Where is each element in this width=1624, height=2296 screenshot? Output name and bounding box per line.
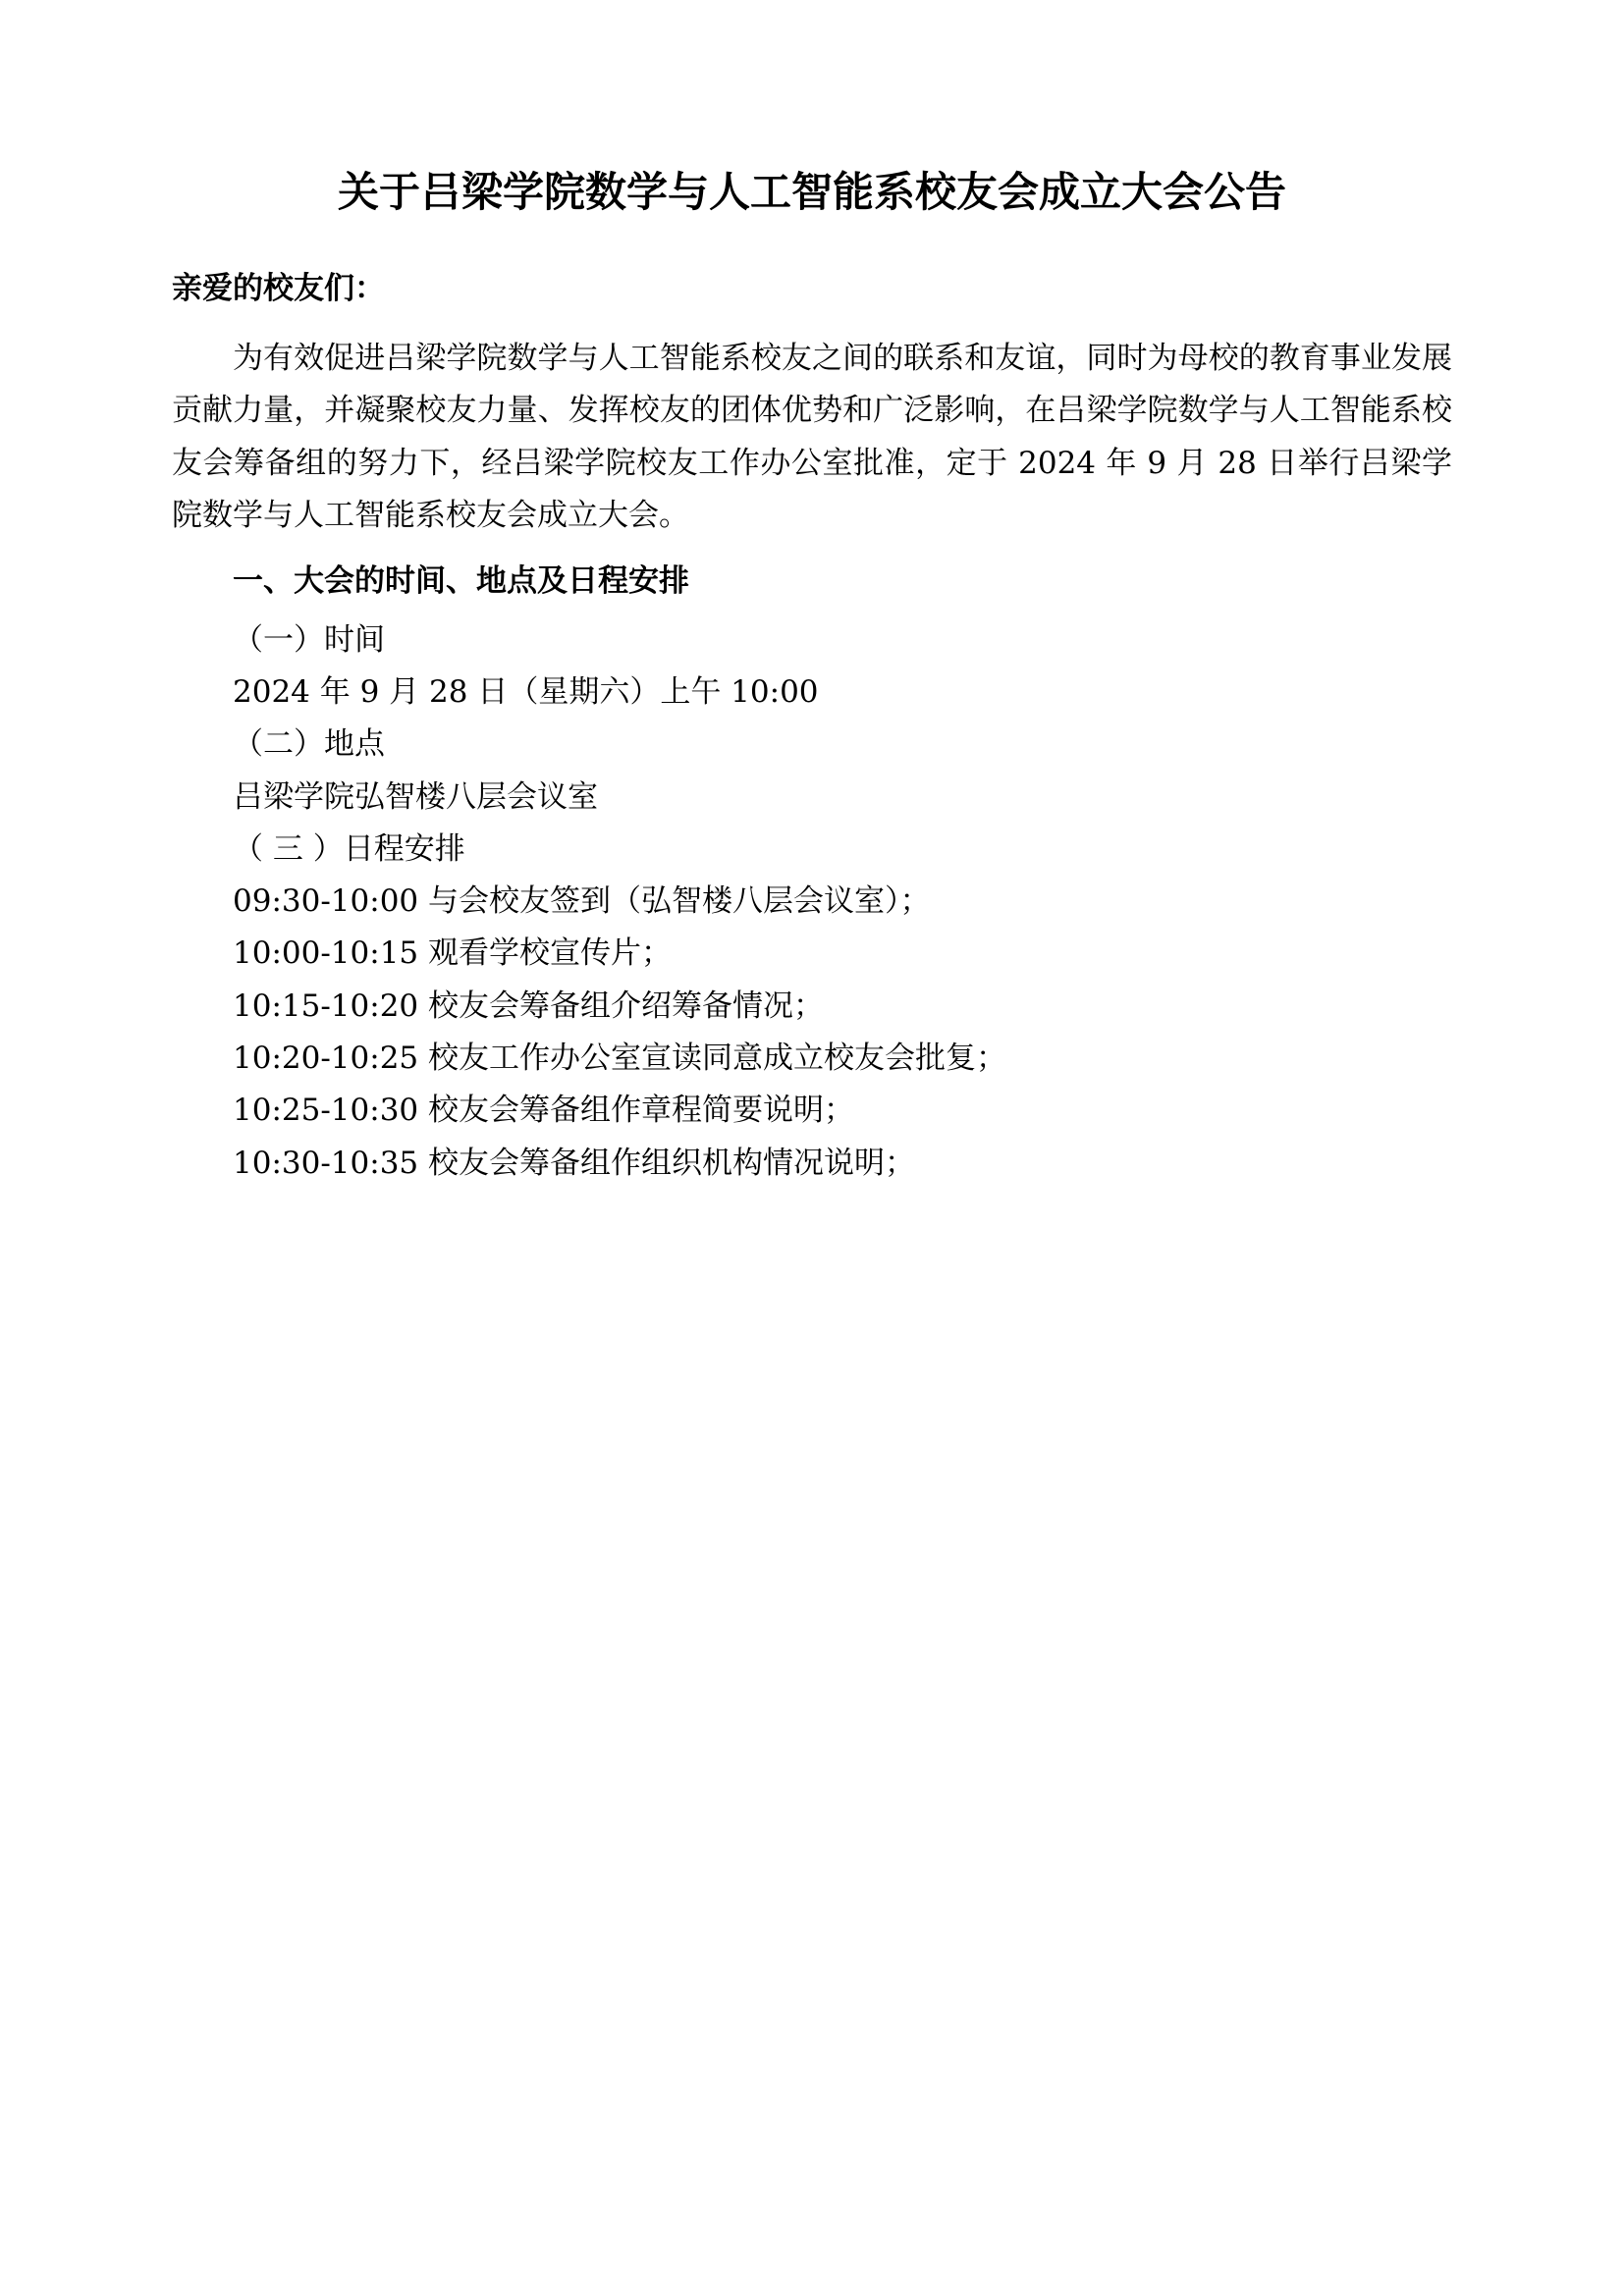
schedule-item: 10:00-10:15 观看学校宣传片；	[233, 935, 673, 972]
intro-paragraph: 为有效促进吕梁学院数学与人工智能系校友之间的联系和友谊，同时为母校的教育事业发展贡献力量，并凝聚校友力量、发挥校友的团体优势和广泛影响，在吕梁学院数学与人工智能系校友会筹备组的努力下，经吕梁学院校友工作办公室批准，定于 2024 年 9 月 28 日举行吕梁学院数学与人工智能系校友会成立大会。	[172, 341, 1452, 533]
schedule-item: 09:30-10:00 与会校友签到（弘智楼八层会议室）；	[233, 883, 931, 920]
time-value: 2024 年 9 月 28 日（星期六）上午 10:00	[233, 673, 819, 710]
salutation: 亲爱的校友们：	[172, 270, 385, 306]
subsection-time-label: （一）时间	[233, 621, 385, 658]
schedule-item: 10:20-10:25 校友工作办公室宣读同意成立校友会批复；	[233, 1041, 1007, 1077]
section-one-heading: 一、大会的时间、地点及日程安排	[233, 563, 689, 600]
subsection-schedule-label: （ 三 ）日程安排	[233, 830, 465, 867]
subsection-place-label: （二）地点	[233, 726, 385, 763]
place-value: 吕梁学院弘智楼八层会议室	[233, 778, 598, 815]
page-title: 关于吕梁学院数学与人工智能系校友会成立大会公告	[337, 168, 1286, 216]
schedule-item: 10:30-10:35 校友会筹备组作组织机构情况说明；	[233, 1145, 916, 1181]
schedule-item: 10:15-10:20 校友会筹备组介绍筹备情况；	[233, 988, 825, 1024]
schedule-item: 10:25-10:30 校友会筹备组作章程简要说明；	[233, 1093, 855, 1129]
